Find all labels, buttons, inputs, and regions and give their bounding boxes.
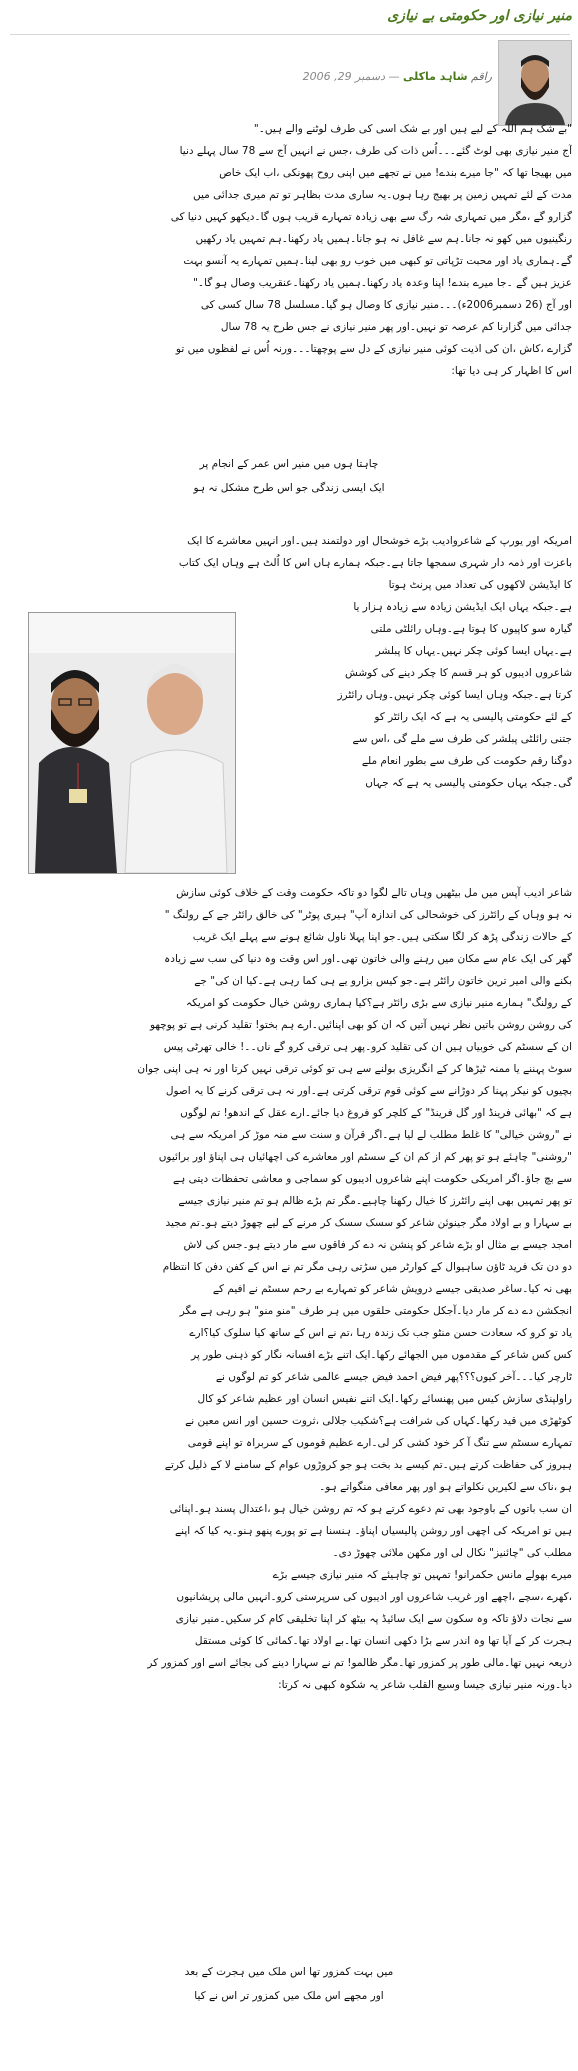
text-line: اس کا اظہار کر ہی دیا تھا:	[451, 365, 572, 377]
publish-date: دسمبر 29, 2006	[302, 70, 385, 83]
wrapped-paragraph	[236, 574, 572, 794]
text-line: باعزت اور ذمہ دار شہری سمجھا جاتا ہے۔جبکہ ہمارے ہاں اس کا اُلٹ ہے وہاں ایک کتاب	[178, 557, 572, 569]
verse-line: چاہتا ہوں میں منیر اس عمر کے انجام پر	[199, 458, 379, 470]
text-line: کی روشن روشن باتیں نظر نہیں آتیں کہ ان کو بھی اپنائیں۔ارے ہم بختو! تقلید کرنی ہے تو پوچھو	[149, 1019, 572, 1031]
text-line: جتنی رائلٹی پبلشر کی طرف سے ملے گی ،اس سے	[352, 733, 572, 745]
text-line: ان کے سسٹم کی خوبیاں ہیں ان کی تقلید کرو۔پھر ہی ترقی کرو گے ناں۔۔! خالی تھرٹی پیس	[163, 1041, 572, 1053]
verse-line: ایک ایسی زندگی جو اس طرح مشکل نہ ہو	[193, 482, 385, 494]
text-line: کے حالات زندگی پڑھ کر لگا سکتی ہیں۔جو اپنا پہلا ناول شائع ہونے سے پہلے ایک غریب	[192, 931, 572, 943]
text-line: عزیز ہیں گے ۔جا میرے بندے! اپنا وعدہ یاد رکھنا۔ہمیں یاد رکھنا۔عنقریب وصال ہو گا۔"	[193, 277, 572, 289]
verse-couplet-2	[6, 1960, 572, 2008]
text-line: گزارے ،کاش ،ان کی اذیت کوئی منیر نیازی کے دل سے پوچھتا۔۔۔ورنہ اُس نے لفظوں میں تو	[175, 343, 572, 355]
text-line: کا ایڈیشن لاکھوں کی تعداد میں پرنٹ ہوتا	[388, 579, 572, 591]
text-line	[6, 1696, 572, 1718]
author-portrait-image	[499, 41, 571, 125]
text-line: تو پھر تمہیں بھی اپنے رائٹرز کا خیال رکھنا چاہیے۔مگر تم بڑے ظالم ہو تم منیر نیازی جیسے	[178, 1195, 572, 1207]
text-line: ہو ،ناک سے لکیریں نکلواتے ہو اور پھر معافی منگواتے ہو۔	[319, 1481, 572, 1493]
text-line: شاعروں ادیبوں کو ہر قسم کا چکر دینے کی کوشش	[345, 667, 572, 679]
text-line: بھی نہ کیا۔ساغر صدیقی جیسے درویش شاعر کو تمہارے بے رحم سسٹم نے افیم کے	[212, 1283, 572, 1295]
text-line: ذریعہ نہیں تھا۔مالی طور پر کمزور تھا۔مگر ظالمو! تم نے سہارا دینے کی بجائے اسے اور کمزور کر	[147, 1657, 572, 1669]
text-line: سے بچ جاؤ۔اگر امریکی حکومت اپنے شاعروں ادیبوں کو سماجی و معاشی تحفظات دیتی ہے	[172, 1173, 572, 1185]
text-line: مطلب کی "چائنیز" نکال لی اور مکھن ملائی چھوڑ دی۔	[332, 1547, 572, 1559]
text-line: آج منیر نیازی بھی لوٹ گئے۔۔۔اُس ذات کی طرف ،جس نے انہیں آج سے 78 سال پہلے دنیا	[179, 145, 572, 157]
verse-couplet-1	[6, 452, 572, 500]
text-line: راولپنڈی سازش کیس میں پھنسائے رکھا۔ایک اتنے نفیس انسان اور عظیم شاعر کو کال	[197, 1393, 572, 1405]
author-photo	[498, 40, 572, 126]
text-line: ہے۔یہاں ایسا کوئی چکر نہیں۔یہاں کا پبلشر	[375, 645, 572, 657]
text-line: امریکہ اور یورپ کے شاعروادیب بڑے خوشحال اور دولتمند ہیں۔اور انہیں معاشرے کا ایک	[187, 535, 572, 547]
text-line: رنگینیوں میں کھو نہ جانا۔ہم سے غافل نہ ہو جانا۔ہمیں یاد رکھنا۔ہم تمہیں یاد رکھیں	[195, 233, 572, 245]
article-title[interactable]: منیر نیازی اور حکومتی بے نیازی	[387, 8, 572, 24]
text-line: اور آج (26 دسمبر2006ء)۔۔۔منیر نیازی کا وصال ہو گیا۔مسلسل 78 سال کسی کی	[200, 299, 572, 311]
verse-line: اور مجھے اس ملک میں کمزور تر اس نے کیا	[194, 1990, 384, 2002]
text-line: ہیں تو امریکہ کی اچھی اور روشن پالیسیاں اپناؤ۔ ہنسنا ہے تو پورے پنھو ہنو۔یہ کیا کہ اپنے	[175, 1525, 572, 1537]
text-line: "بے شک ہم اللہ کے لیے ہیں اور بے شک اسی کی طرف لوٹنے والے ہیں۔"	[253, 123, 572, 135]
text-line: انجکشن دے دے کر مار دیا۔آجکل حکومتی حلقوں میں ہر طرف "منو منو" ہو رہی ہے مگر	[179, 1305, 572, 1317]
text-line: دوگنا رقم حکومت کی طرف سے بطور انعام ملے	[361, 755, 572, 767]
main-body	[6, 882, 572, 1718]
text-line: ٹارچر کیا۔۔۔آخر کیوں؟؟؟پھر فیض احمد فیض جیسے عالمی شاعر کو تم لوگوں نے	[215, 1371, 572, 1383]
text-line: گزارو گے ،مگر میں تمہاری شہ رگ سے بھی زیادہ تمہارے قریب ہوں گا۔دیکھو کہیں دنیا کی	[170, 211, 572, 223]
text-line: گھر کی ایک عام سے مکان میں رہنے والی خاتون تھی۔اور اس وقت وہ دنیا کی سب سے زیادہ	[164, 953, 572, 965]
text-line: شاعر ادیب آپس میں مل بیٹھیں وہاں تالے لگوا دو تاکہ حکومت وقت کے خلاف کوئی سازش	[176, 887, 572, 899]
byline	[192, 70, 492, 83]
text-line: سے نجات دلاؤ تاکہ وہ سکون سے ایک سائیڈ پہ بیٹھ کر اپنا تخلیقی کام کر سکیں۔منیر نیازی	[175, 1613, 572, 1625]
text-line: ان سب باتوں کے باوجود بھی تم دعوے کرتے ہو کہ تم روشن خیال ہو ،اعتدال پسند ہو۔اپنائی	[169, 1503, 572, 1515]
text-line: گی۔جبکہ یہاں حکومتی پالیسی یہ ہے کہ جہاں	[365, 777, 572, 789]
text-line: یاد تو کرو کہ سعادت حسن منٹو جب تک زندہ رہا ،تم نے اس کے ساتھ کیا سلوک کیا؟ارے	[189, 1327, 572, 1339]
text-line: ہجرت کر کے آیا تھا وہ اندر سے بڑا دکھی انسان تھا۔بے اولاد تھا۔کمائی کا کوئی مستقل	[194, 1635, 572, 1647]
byline-separator: —	[388, 70, 400, 83]
text-line: بے سہارا و بے اولاد مگر جینوئن شاعر کو سسک سسک کر مرنے کے لیے چھوڑ دیتے ہو۔تم مجید	[165, 1217, 572, 1229]
author-name[interactable]: شاہد ماکلی	[403, 70, 468, 83]
text-line: بکنے والی امیر ترین خاتون رائٹر ہے۔جو کیس بزارو یے ہی کما رہی ہے۔کیا ان کی" جے	[194, 975, 572, 987]
text-line: جدائی میں گزارنا کم عرصہ تو نہیں۔اور پھر منیر نیازی نے جس طرح یہ 78 سال	[220, 321, 572, 333]
text-line: میں بھیجا تھا کہ "جا میرے بندے! میں نے تجھے میں اپنی روح پھونکی ،اب ایک خاص	[219, 167, 572, 179]
text-line: کرتا ہے۔جبکہ وہاں ایسا کوئی چکر نہیں۔وہاں رائٹرز	[337, 689, 572, 701]
text-line: نے "روشن خیالی" کا غلط مطلب لے لیا ہے۔اگر قرآن و سنت سے منہ موڑ کر امریکہ سے ہی	[170, 1129, 572, 1141]
intro-paragraph	[6, 118, 572, 382]
text-line: امجد جیسے بے مثال او بڑے شاعر کو پنشن نہ دے کر فاقوں سے مار دیتے ہو۔جس کی لاش	[183, 1239, 572, 1251]
text-line: گے۔ہماری یاد اور محبت تڑپاتی تو کبھی میں خوب رو بھی لینا۔ہمیں تمہارے یہ آنسو بہت	[183, 255, 572, 267]
text-line: کوٹھڑی میں قید رکھا۔کہاں کی شرافت ہے؟شکیب جلالی ،ثروت حسین اور انس معین نے	[185, 1415, 572, 1427]
text-line: کس کس شاعر کے مقدموں میں الجھائے رکھا۔ایک اتنے بڑے افسانہ نگار کو ذہنی طور پر	[191, 1349, 572, 1361]
text-line: کے رولنگ" ہمارے منیر نیازی سے بڑی رائٹر ہے؟کیا ہماری روشن خیال حکومت کو امریکہ	[185, 997, 572, 1009]
text-line: ہیروز کی حفاظت کرتے ہیں۔تم کیسے بد بخت ہو جو کروڑوں عوام کے سامنے لا کے ذلیل کرتے	[164, 1459, 572, 1471]
text-line: نہ ہو وہاں کے رائٹرز کی خوشحالی کی اندازہ آپ" ہیری پوٹر" کی خالق رائٹر جے کے رولنگ "	[164, 909, 572, 921]
paragraph-2-lead	[6, 530, 572, 574]
byline-prefix: راقم	[471, 70, 492, 83]
text-line: ،کھرے ،سچے ،اچھے اور غریب شاعروں اور ادیبوں کی سرپرستی کرو۔انہیں مالی پریشانیوں	[176, 1591, 572, 1603]
text-line: تمہارے سسٹم سے تنگ آ کر خود کشی کر لی۔ارے عظیم قوموں کے سربراہ تو اپنے قومی	[187, 1437, 572, 1449]
text-line: ہے کہ "بھائی فرینڈ اور گل فرینڈ" کے کلچر کو فروغ دیا جائے۔ارے عقل کے اندھو! تم لوگوں	[180, 1107, 572, 1119]
text-line: ہے۔جبکہ یہاں ایک ایڈیشن زیادہ سے زیادہ ہزار یا	[353, 601, 572, 613]
article-photo	[28, 612, 236, 874]
text-line: "روشنی" چاہئے ہو تو پھر کم از کم ان کے سسٹم اور معاشرے کی اچھائیاں ہی اپناؤ اور برائیوں	[158, 1151, 572, 1163]
text-line: کے لئے حکومتی پالیسی یہ ہے کہ ایک رائٹر کو	[374, 711, 572, 723]
two-men-photo-image	[29, 613, 235, 873]
text-line: دو دن تک فرید ٹاؤن ساہیوال کے کوارٹر میں سڑتی رہی مگر تم نے اس کے کفن دفن کا انتظام	[162, 1261, 572, 1273]
text-line: بچیوں کو نیکر پہنا کر دوڑانے سے کوئی قوم ترقی کرتی ہے۔اور نہ ہی ترقی کرنے کا یہ اصول	[165, 1085, 572, 1097]
text-line: گیارہ سو کاپیوں کا ہوتا ہے۔وہاں رائلٹی ملتی	[370, 623, 572, 635]
title-divider	[10, 34, 570, 35]
text-line: سوٹ پہننے یا ممنہ ٹیڑھا کر کے انگریزی بولنے سے ہی تو کوئی ترقی نہیں کرتا اور نہ ہی اپنی جوان	[137, 1063, 572, 1075]
text-line: دیا۔ورنہ منیر نیازی جیسا وسیع القلب شاعر یہ شکوہ کبھی نہ کرتا:	[278, 1679, 572, 1691]
text-line: میرے بھولے مانس حکمرانو! تمہیں تو چاہیئے کہ منیر نیازی جیسے بڑے	[272, 1569, 572, 1581]
text-line: مدت کے لئے تمہیں زمین پر بھیج رہا ہوں۔یہ ساری مدت بظاہر تو تم میری جدائی میں	[192, 189, 572, 201]
verse-line: میں بہت کمزور تھا اس ملک میں ہجرت کے بعد	[184, 1966, 394, 1978]
